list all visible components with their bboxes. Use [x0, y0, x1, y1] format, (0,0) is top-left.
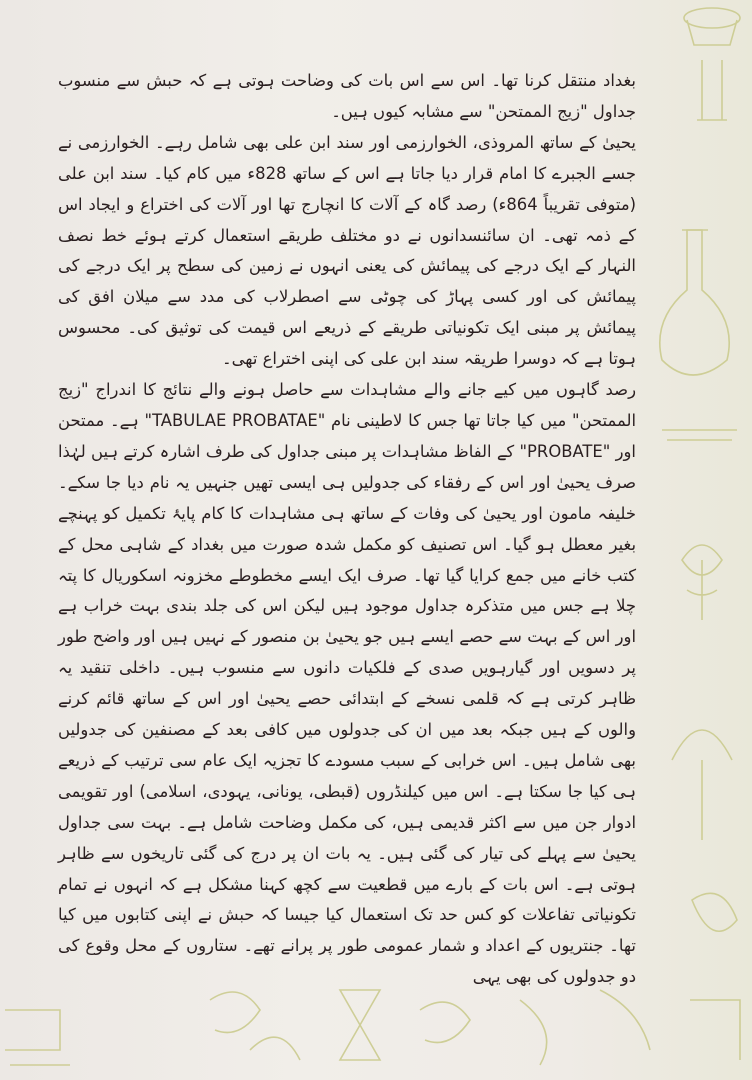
plant-sketch-icon: [672, 545, 732, 840]
margin-decoration: [642, 0, 752, 1080]
paragraph: یحییٰ کے ساتھ المروذی، الخوارزمی اور سند ابن علی بھی شامل رہے۔ الخوارزمی نے جسے الجبرے کا امام قرار دیا جاتا ہے اس کے ساتھ 828ء میں کام کیا۔ سند ابن علی (متوفی تقریباً 864ء) رصد گاہ کے آلات کا انچارج تھا اور آلات کی اختراع و ایجاد اس کے ذمہ تھی۔ ان سائنسدانوں نے دو مختلف طریقے استعمال کرتے ہوئے خط نصف النہار کے ایک درجے کی پیمائش کی یعنی انہوں نے زمین کی سطح پر ایک درجے کی پیمائش کی اور کسی پہاڑ کی چوٹی سے اصطرلاب کی مدد سے میلان افق کی پیمائش پر مبنی ایک تکونیاتی طریقے کے ذریعے اس قیمت کی توثیق کی۔ محسوس ہوتا ہے کہ دوسرا طریقہ سند ابن علی کی اپنی اختراع تھی۔: [58, 132, 637, 369]
paragraph: رصد گاہوں میں کیے جانے والے مشاہدات سے حاصل ہونے والے نتائج کا اندراج "زیج الممتحن" میں کیا جاتا تھا جس کا لاطینی نام "TABULAE PROBATAE" ہے۔ ممتحن اور "PROBATE" کے الفاظ مشاہدات پر مبنی جداول کی طرف اشارہ کرتے ہیں لہٰذا صرف یحییٰ اور اس کے رفقاء کی جدولیں ہی ایسی تھیں جنہیں یہ نام دیا جا سکے۔ خلیفہ مامون اور یحییٰ کی وفات کے ساتھ ہی مشاہدات کا کام پایۂ تکمیل کو پہنچے بغیر معطل ہو گیا۔ اس تصنیف کو مکمل شدہ صورت میں بغداد کے شاہی محل کے کتب خانے میں جمع کرایا گیا تھا۔ صرف ایک ایسے مخطوطے مخزونہ اسکوریال کا پتہ چلا ہے جس میں متذکرہ جداول موجود ہیں لیکن اس کی جلد بندی بہت خراب ہے اور اس کے بہت سے حصے ایسے ہیں جو یحییٰ بن منصور کے نہیں ہیں اور واضح طور پر دسویں اور گیارہویں صدی کے فلکیات دانوں سے منسوب ہیں۔ داخلی تنقید یہ ظاہر کرتی ہے کہ قلمی نسخے کے ابتدائی حصے یحییٰ اور اس کے ساتھ قائم کرنے والوں کے ہیں جبکہ بعد میں ان کی جدولوں میں کافی بعد کے مصنفین کی جدولیں بھی شامل ہیں۔ اس خرابی کے سبب مسودے کا تجزیہ ایک عام سی ترتیب کے ذریعے ہی کیا جا سکتا ہے۔ اس میں کیلنڈروں (قبطی، یونانی، یہودی، اسلامی) اور تقویمی ادوار جن میں سے اکثر قدیمی ہیں، کی مکمل وضاحت شامل ہے۔ بہت سی جداول یحییٰ سے پہلے کی تیار کی گئی ہیں۔ یہ بات ان پر درج کی گئی تاریخوں سے ظاہر ہوتی ہے۔ اس بات کے بارے میں قطعیت سے کچھ کہنا مشکل ہے کہ انہوں نے تمام تکونیاتی تفاعلات کو کس حد تک استعمال کیا جیسا کہ حبش نے اپنی کتابوں میں کیا تھا۔ جنتریوں کے اعداد و شمار عمومی طور پر پرانے تھے۔ ستاروں کے محل وقوع کی دو جدولوں کی بھی یہی: [58, 380, 636, 987]
paragraph: بغداد منتقل کرنا تھا۔ اس سے اس بات کی وضاحت ہوتی ہے کہ حبش سے منسوب جداول "زیج الممتحن" سے مشابہ کیوں ہیں۔: [58, 71, 636, 121]
urdu-text-body: [58, 66, 636, 993]
chemistry-apparatus-icon: [684, 8, 740, 120]
hourglass-icon: [340, 990, 380, 1060]
flask-icon: [660, 230, 729, 375]
